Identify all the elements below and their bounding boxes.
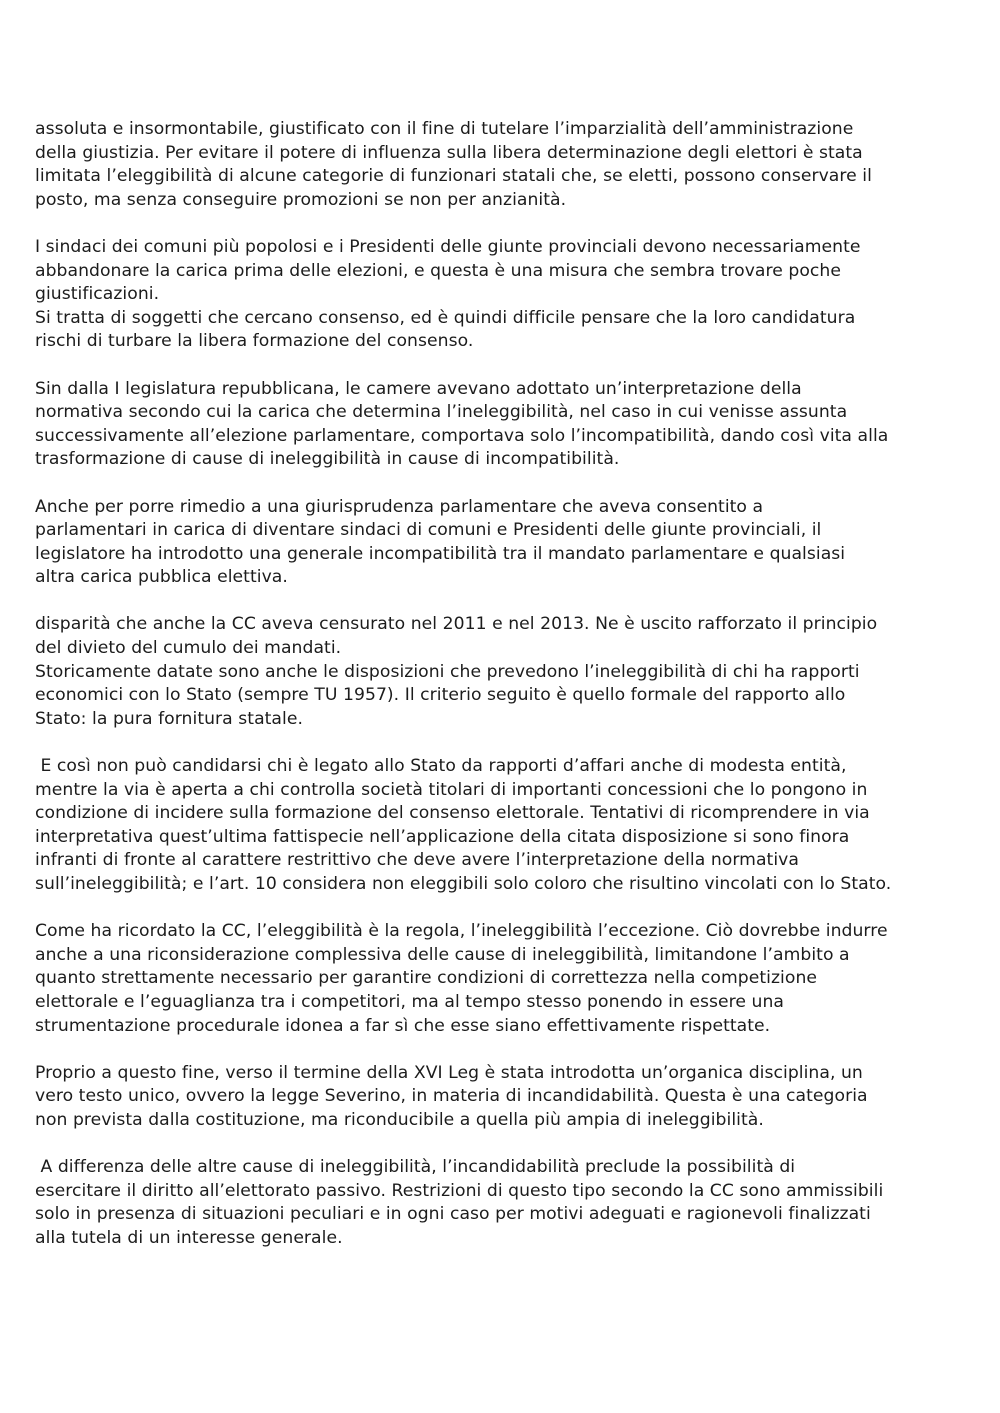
text-line: alla tutela di un interesse generale. [35,1227,343,1248]
paragraph [35,755,980,897]
text-line: successivamente all’elezione parlamentare, comportava solo l’incompatibilità, dando così vita alla [35,425,889,446]
text-line: interpretativa quest’ultima fattispecie nell’applicazione della citata disposizione si sono finora [35,826,850,847]
paragraph [35,1156,980,1250]
text-line: infranti di fronte al carattere restrittivo che deve avere l’interpretazione della normativa [35,850,799,871]
text-line: A differenza delle altre cause di ineleggibilità, l’incandidabilità preclude la possibilità di [35,1157,796,1178]
text-line: giustificazioni. [35,284,160,305]
text-line: Proprio a questo fine, verso il termine della XVI Leg è stata introdotta un’organica disciplina, un [35,1062,863,1083]
text-line: strumentazione procedurale idonea a far sì che esse siano effettivamente rispettate. [35,1015,771,1036]
paragraph [35,613,980,731]
text-line: legislatore ha introdotto una generale incompatibilità tra il mandato parlamentare e qualsiasi [35,543,846,564]
paragraph [35,496,980,590]
text-line: quanto strettamente necessario per garantire condizioni di correttezza nella competizione [35,968,818,989]
text-line: assoluta e insormontabile, giustificato con il fine di tutelare l’imparzialità dell’amministrazione [35,119,854,139]
text-line: sull’ineleggibilità; e l’art. 10 considera non eleggibili solo coloro che risultino vincolati con lo Stato. [35,874,892,894]
text-line: trasformazione di cause di ineleggibilità in cause di incompatibilità. [35,449,620,470]
paragraph [35,236,980,354]
text-line: esercitare il diritto all’elettorato passivo. Restrizioni di questo tipo secondo la CC sono ammissibili [35,1180,884,1201]
text-line: altra carica pubblica elettiva. [35,567,288,588]
text-line: parlamentari in carica di diventare sindaci di comuni e Presidenti delle giunte provinciali, il [35,520,822,541]
text-line: non prevista dalla costituzione, ma riconducibile a quella più ampia di ineleggibilità. [35,1109,764,1130]
text-line: limitata l’eleggibilità di alcune categorie di funzionari statali che, se eletti, possono conservare il [35,166,872,187]
document-body [35,118,980,1274]
text-line: posto, ma senza conseguire promozioni se non per anzianità. [35,189,567,210]
text-line: Storicamente datate sono anche le disposizioni che prevedono l’ineleggibilità di chi ha rapporti [35,661,860,682]
text-line: normativa secondo cui la carica che determina l’ineleggibilità, nel caso in cui venisse assunta [35,402,848,423]
text-line: Stato: la pura fornitura statale. [35,708,303,729]
text-line: della giustizia. Per evitare il potere di influenza sulla libera determinazione degli elettori è stata [35,142,863,163]
text-line: economici con lo Stato (sempre TU 1957). Il criterio seguito è quello formale del rapporto allo [35,685,846,706]
text-line: vero testo unico, ovvero la legge Severino, in materia di incandidabilità. Questa è una categoria [35,1086,868,1107]
text-line: Sin dalla I legislatura repubblicana, le camere avevano adottato un’interpretazione della [35,378,802,399]
text-line: del divieto del cumulo dei mandati. [35,638,342,659]
text-line: I sindaci dei comuni più popolosi e i Presidenti delle giunte provinciali devono necessariamente [35,236,861,257]
text-line: mentre la via è aperta a chi controlla società titolari di importanti concessioni che lo pongono in [35,779,868,800]
text-line: disparità che anche la CC aveva censurato nel 2011 e nel 2013. Ne è uscito rafforzato il principio [35,614,878,635]
text-line: solo in presenza di situazioni peculiari e in ogni caso per motivi adeguati e ragionevoli finalizzati [35,1204,871,1225]
text-line: Anche per porre rimedio a una giurisprudenza parlamentare che aveva consentito a [35,496,764,517]
paragraph [35,920,980,1038]
paragraph [35,118,980,212]
text-line: elettorale e l’eguaglianza tra i competitori, ma al tempo stesso ponendo in essere una [35,991,785,1012]
text-line: E così non può candidarsi chi è legato allo Stato da rapporti d’affari anche di modesta entità, [35,756,847,777]
text-line: abbandonare la carica prima delle elezioni, e questa è una misura che sembra trovare poche [35,260,841,281]
text-line: anche a una riconsiderazione complessiva delle cause di ineleggibilità, limitandone l’ambito a [35,944,850,965]
text-line: condizione di incidere sulla formazione del consenso elettorale. Tentativi di ricomprendere in via [35,803,870,824]
paragraph [35,1062,980,1133]
text-line: rischi di turbare la libera formazione del consenso. [35,331,474,352]
paragraph [35,378,980,472]
text-line: Si tratta di soggetti che cercano consenso, ed è quindi difficile pensare che la loro candidatura [35,307,856,328]
text-line: Come ha ricordato la CC, l’eleggibilità è la regola, l’ineleggibilità l’eccezione. Ciò dovrebbe indurre [35,921,888,942]
